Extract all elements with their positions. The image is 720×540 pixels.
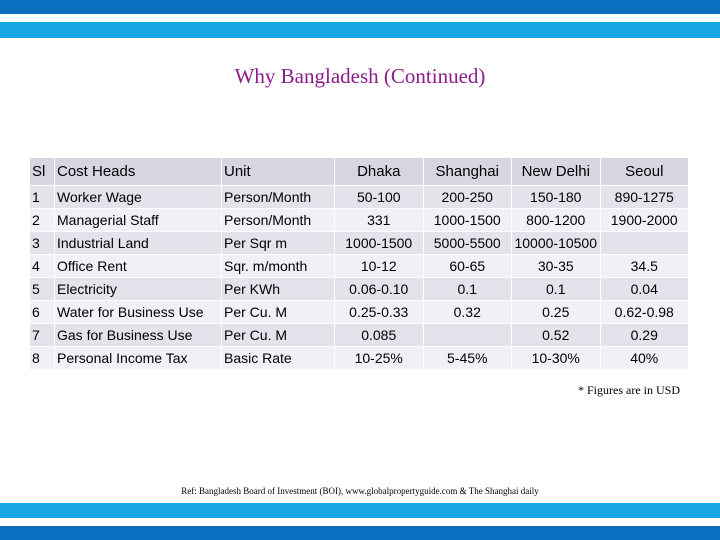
cell-dhaka: 0.06-0.10 [335, 278, 424, 301]
cell-new-delhi: 30-35 [512, 255, 601, 278]
cost-comparison-table [29, 157, 689, 370]
cell-sl: 7 [30, 324, 55, 347]
cell-shanghai: 5000-5500 [423, 232, 512, 255]
cell-sl: 5 [30, 278, 55, 301]
cell-unit: Per Sqr m [222, 232, 335, 255]
table-row [30, 324, 689, 347]
cell-seoul [600, 232, 689, 255]
cell-seoul: 890-1275 [600, 186, 689, 209]
header-cost-heads: Cost Heads [55, 158, 222, 186]
cell-shanghai: 5-45% [423, 347, 512, 370]
header-seoul: Seoul [600, 158, 689, 186]
cell-seoul: 40% [600, 347, 689, 370]
cell-cost-head: Office Rent [55, 255, 222, 278]
reference-footnote: Ref: Bangladesh Board of Investment (BOI), www.globalpropertyguide.com & The Shanghai daily [181, 486, 539, 496]
bottom-dark-band [0, 526, 720, 540]
cell-new-delhi: 10000-10500 [512, 232, 601, 255]
cell-seoul: 34.5 [600, 255, 689, 278]
cell-seoul: 0.62-0.98 [600, 301, 689, 324]
cell-cost-head: Personal Income Tax [55, 347, 222, 370]
cell-unit: Person/Month [222, 186, 335, 209]
cell-unit: Person/Month [222, 209, 335, 232]
cell-shanghai: 200-250 [423, 186, 512, 209]
cell-cost-head: Water for Business Use [55, 301, 222, 324]
cell-sl: 2 [30, 209, 55, 232]
cell-unit: Sqr. m/month [222, 255, 335, 278]
cell-dhaka: 10-25% [335, 347, 424, 370]
cell-shanghai [423, 324, 512, 347]
cell-new-delhi: 0.1 [512, 278, 601, 301]
table-row [30, 232, 689, 255]
cell-cost-head: Worker Wage [55, 186, 222, 209]
cell-dhaka: 1000-1500 [335, 232, 424, 255]
cell-sl: 1 [30, 186, 55, 209]
cell-new-delhi: 150-180 [512, 186, 601, 209]
cell-shanghai: 60-65 [423, 255, 512, 278]
header-new-delhi: New Delhi [512, 158, 601, 186]
table-row [30, 186, 689, 209]
cell-new-delhi: 10-30% [512, 347, 601, 370]
cell-new-delhi: 800-1200 [512, 209, 601, 232]
cell-seoul: 1900-2000 [600, 209, 689, 232]
usd-note: * Figures are in USD [578, 383, 680, 397]
cell-cost-head: Electricity [55, 278, 222, 301]
cell-unit: Basic Rate [222, 347, 335, 370]
table-row [30, 347, 689, 370]
slide-title: Why Bangladesh (Continued) [234, 64, 486, 88]
cell-unit: Per Cu. M [222, 301, 335, 324]
cell-cost-head: Industrial Land [55, 232, 222, 255]
header-unit: Unit [222, 158, 335, 186]
bottom-light-band [0, 503, 720, 518]
cell-dhaka: 0.085 [335, 324, 424, 347]
table-row [30, 255, 689, 278]
table-row [30, 209, 689, 232]
header-shanghai: Shanghai [423, 158, 512, 186]
header-sl: Sl [30, 158, 55, 186]
cell-sl: 6 [30, 301, 55, 324]
cell-dhaka: 331 [335, 209, 424, 232]
header-dhaka: Dhaka [335, 158, 424, 186]
cell-unit: Per Cu. M [222, 324, 335, 347]
cell-shanghai: 1000-1500 [423, 209, 512, 232]
cell-cost-head: Managerial Staff [55, 209, 222, 232]
cell-dhaka: 10-12 [335, 255, 424, 278]
cell-new-delhi: 0.25 [512, 301, 601, 324]
cell-sl: 3 [30, 232, 55, 255]
cell-sl: 8 [30, 347, 55, 370]
top-dark-band [0, 0, 720, 14]
cell-unit: Per KWh [222, 278, 335, 301]
cell-new-delhi: 0.52 [512, 324, 601, 347]
cell-seoul: 0.29 [600, 324, 689, 347]
cell-shanghai: 0.32 [423, 301, 512, 324]
table-row [30, 278, 689, 301]
cell-shanghai: 0.1 [423, 278, 512, 301]
top-light-band [0, 22, 720, 38]
cell-dhaka: 0.25-0.33 [335, 301, 424, 324]
table-header-row [30, 158, 689, 186]
cell-sl: 4 [30, 255, 55, 278]
cell-dhaka: 50-100 [335, 186, 424, 209]
table-row [30, 301, 689, 324]
cell-seoul: 0.04 [600, 278, 689, 301]
cell-cost-head: Gas for Business Use [55, 324, 222, 347]
